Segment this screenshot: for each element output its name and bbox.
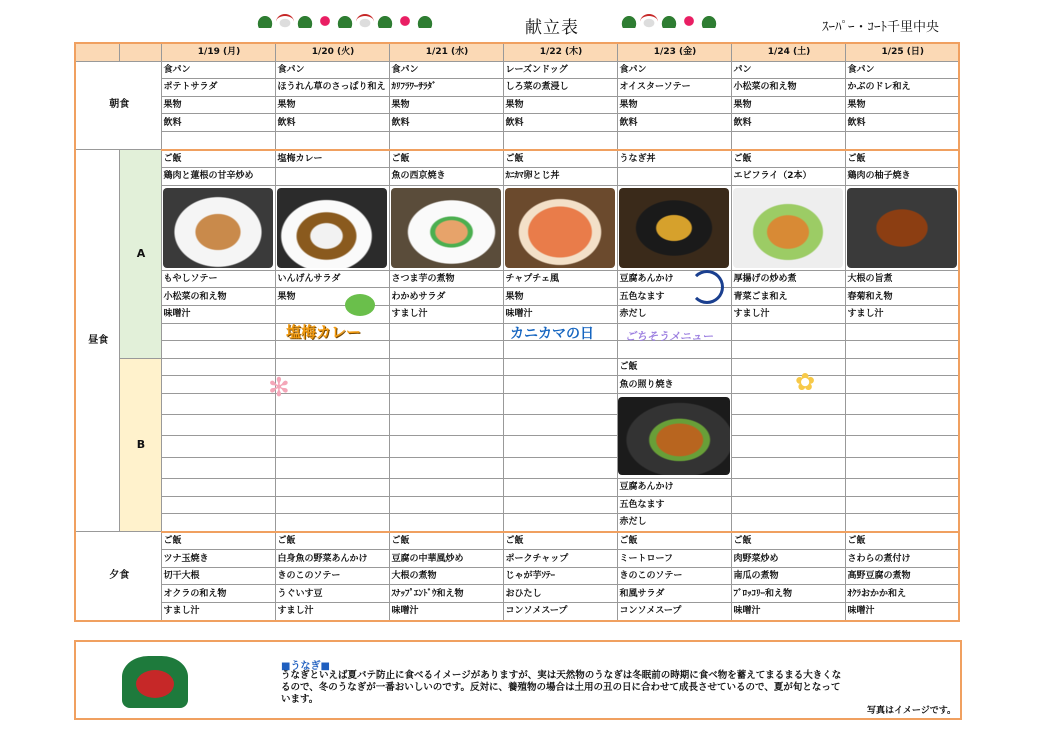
menu-cell: 飲料 bbox=[617, 114, 731, 132]
menu-cell bbox=[845, 376, 959, 394]
plum-icon bbox=[316, 14, 334, 28]
menu-cell: 飲料 bbox=[503, 114, 617, 132]
kanikama-day-label: カニカマの日 bbox=[510, 326, 594, 342]
table-row bbox=[75, 585, 959, 603]
menu-cell: ｵｸﾗおかか和え bbox=[845, 585, 959, 603]
menu-cell bbox=[161, 457, 275, 478]
menu-cell: ご飯 bbox=[617, 358, 731, 376]
menu-cell: オイスターソテー bbox=[617, 79, 731, 97]
table-row bbox=[75, 532, 959, 550]
menu-cell bbox=[389, 376, 503, 394]
menu-cell bbox=[389, 393, 503, 414]
menu-cell: ご飯 bbox=[389, 150, 503, 168]
menu-cell bbox=[161, 358, 275, 376]
pine-icon bbox=[416, 14, 434, 28]
date-header: 1/22 (木) bbox=[503, 43, 617, 61]
menu-cell bbox=[845, 496, 959, 514]
menu-cell: 味噌汁 bbox=[845, 603, 959, 621]
menu-cell: すまし汁 bbox=[161, 603, 275, 621]
menu-cell bbox=[161, 514, 275, 532]
menu-cell: うなぎ丼 bbox=[617, 150, 731, 168]
food-photo bbox=[619, 188, 729, 268]
header-corner bbox=[75, 43, 119, 61]
menu-cell: いんげんサラダ bbox=[275, 270, 389, 288]
menu-cell: ご飯 bbox=[617, 532, 731, 550]
menu-cell: ご飯 bbox=[389, 532, 503, 550]
menu-cell bbox=[389, 131, 503, 149]
table-row bbox=[75, 168, 959, 186]
menu-cell: 果物 bbox=[845, 96, 959, 114]
menu-cell: ご飯 bbox=[503, 532, 617, 550]
menu-cell: 五色なます bbox=[617, 496, 731, 514]
menu-cell bbox=[389, 415, 503, 436]
menu-cell: 小松菜の和え物 bbox=[731, 79, 845, 97]
menu-cell: 果物 bbox=[503, 288, 617, 306]
table-row bbox=[75, 131, 959, 149]
menu-cell: ご飯 bbox=[731, 532, 845, 550]
menu-cell: 食パン bbox=[275, 61, 389, 79]
menu-cell bbox=[731, 376, 845, 394]
page-title: 献立表 bbox=[525, 18, 579, 38]
menu-cell: 食パン bbox=[617, 61, 731, 79]
menu-cell: 果物 bbox=[731, 96, 845, 114]
menu-cell: ご飯 bbox=[731, 150, 845, 168]
menu-cell bbox=[503, 478, 617, 496]
menu-cell: 飲料 bbox=[389, 114, 503, 132]
crane-icon bbox=[276, 14, 294, 30]
menu-cell bbox=[161, 415, 275, 436]
menu-cell: 飲料 bbox=[731, 114, 845, 132]
menu-cell bbox=[731, 496, 845, 514]
menu-cell bbox=[845, 457, 959, 478]
pine-icon bbox=[336, 14, 354, 28]
menu-cell bbox=[275, 457, 389, 478]
table-row bbox=[75, 358, 959, 376]
menu-cell: エビフライ（2本） bbox=[731, 168, 845, 186]
lunch-b-label: B bbox=[119, 358, 161, 531]
menu-cell: パン bbox=[731, 61, 845, 79]
table-row bbox=[75, 603, 959, 621]
menu-cell: 肉野菜炒め bbox=[731, 550, 845, 568]
menu-cell: レーズンドッグ bbox=[503, 61, 617, 79]
pine-icon bbox=[376, 14, 394, 28]
food-photo bbox=[277, 188, 387, 268]
menu-cell bbox=[275, 341, 389, 359]
table-row bbox=[75, 79, 959, 97]
menu-cell bbox=[161, 323, 275, 341]
title-decoration-right bbox=[620, 14, 718, 30]
menu-cell bbox=[731, 478, 845, 496]
menu-cell: ご飯 bbox=[161, 150, 275, 168]
menu-cell: 味噌汁 bbox=[389, 603, 503, 621]
menu-cell bbox=[389, 457, 503, 478]
menu-cell bbox=[275, 415, 389, 436]
breakfast-label: 朝食 bbox=[75, 61, 161, 149]
table-row bbox=[75, 114, 959, 132]
menu-cell bbox=[503, 457, 617, 478]
menu-cell: ﾌﾞﾛｯｺﾘｰ和え物 bbox=[731, 585, 845, 603]
menu-cell: 果物 bbox=[275, 96, 389, 114]
menu-cell bbox=[617, 131, 731, 149]
photo-caption: 写真はイメージです。 bbox=[866, 706, 956, 716]
menu-cell: しろ菜の煮浸し bbox=[503, 79, 617, 97]
food-photo-cell bbox=[161, 185, 275, 270]
menu-cell bbox=[161, 131, 275, 149]
menu-cell bbox=[845, 131, 959, 149]
menu-cell: 切干大根 bbox=[161, 567, 275, 585]
menu-cell: 味噌汁 bbox=[503, 305, 617, 323]
food-photo-cell bbox=[617, 393, 731, 478]
title-decoration-left bbox=[256, 14, 434, 30]
menu-cell bbox=[503, 376, 617, 394]
menu-cell bbox=[845, 323, 959, 341]
food-photo bbox=[733, 188, 843, 268]
menu-cell: 白身魚の野菜あんかけ bbox=[275, 550, 389, 568]
menu-cell bbox=[161, 376, 275, 394]
food-photo bbox=[163, 188, 273, 268]
menu-cell bbox=[161, 478, 275, 496]
date-header: 1/23 (金) bbox=[617, 43, 731, 61]
menu-cell: ご飯 bbox=[161, 532, 275, 550]
food-photo bbox=[391, 188, 501, 268]
food-photo-cell bbox=[731, 185, 845, 270]
dinner-label: 夕食 bbox=[75, 532, 161, 621]
menu-cell bbox=[275, 358, 389, 376]
menu-cell: コンソメスープ bbox=[617, 603, 731, 621]
menu-cell bbox=[731, 323, 845, 341]
menu-cell: わかめサラダ bbox=[389, 288, 503, 306]
table-row bbox=[75, 567, 959, 585]
table-row bbox=[75, 514, 959, 532]
menu-cell: ポテトサラダ bbox=[161, 79, 275, 97]
menu-cell bbox=[617, 168, 731, 186]
info-body: うなぎといえば夏バテ防止に食べるイメージがありますが、実は天然物のうなぎは冬眠前の時期に食べ物を蓄えてまるまる大きくなるので、冬のうなぎが一番おいしいのです。反対に、養殖物の場合は土用の丑の日に合わせて成長させているので、夏が旬となっています。 bbox=[281, 670, 842, 705]
menu-cell: 和風サラダ bbox=[617, 585, 731, 603]
table-row bbox=[75, 393, 959, 414]
shio-curry-label: 塩梅カレー bbox=[286, 323, 362, 341]
menu-cell bbox=[845, 514, 959, 532]
menu-cell: 果物 bbox=[161, 96, 275, 114]
table-row bbox=[75, 150, 959, 168]
menu-cell: ご飯 bbox=[845, 150, 959, 168]
menu-cell bbox=[161, 436, 275, 457]
menu-cell: ご飯 bbox=[503, 150, 617, 168]
menu-cell bbox=[731, 415, 845, 436]
table-row bbox=[75, 496, 959, 514]
menu-cell bbox=[389, 478, 503, 496]
pine-icon bbox=[256, 14, 274, 28]
menu-cell: 青菜ごま和え bbox=[731, 288, 845, 306]
menu-cell: 食パン bbox=[161, 61, 275, 79]
table-row bbox=[75, 478, 959, 496]
flower-decoration-icon: ✻ bbox=[268, 373, 290, 403]
pine-icon bbox=[660, 14, 678, 28]
menu-cell: 魚の照り焼き bbox=[617, 376, 731, 394]
menu-cell bbox=[731, 341, 845, 359]
menu-cell bbox=[275, 131, 389, 149]
menu-cell bbox=[389, 496, 503, 514]
table-row bbox=[75, 457, 959, 478]
table-row bbox=[75, 305, 959, 323]
menu-cell: うぐいす豆 bbox=[275, 585, 389, 603]
menu-cell: さつま芋の煮物 bbox=[389, 270, 503, 288]
menu-cell: 飲料 bbox=[161, 114, 275, 132]
menu-cell: きのこのソテー bbox=[617, 567, 731, 585]
info-title: ■うなぎ■ bbox=[281, 661, 330, 672]
menu-cell bbox=[503, 436, 617, 457]
menu-cell bbox=[503, 131, 617, 149]
menu-cell: ｽﾅｯﾌﾟｴﾝﾄﾞｳ和え物 bbox=[389, 585, 503, 603]
menu-cell bbox=[503, 496, 617, 514]
menu-cell: 飲料 bbox=[275, 114, 389, 132]
menu-cell bbox=[389, 514, 503, 532]
pine-icon bbox=[620, 14, 638, 28]
menu-cell: すまし汁 bbox=[275, 603, 389, 621]
plum-icon bbox=[680, 14, 698, 28]
menu-cell: 厚揚げの炒め煮 bbox=[731, 270, 845, 288]
menu-cell: 高野豆腐の煮物 bbox=[845, 567, 959, 585]
menu-cell: おひたし bbox=[503, 585, 617, 603]
menu-cell: コンソメスープ bbox=[503, 603, 617, 621]
mascot-face-icon bbox=[345, 294, 375, 316]
menu-cell bbox=[275, 514, 389, 532]
menu-cell bbox=[161, 393, 275, 414]
menu-cell bbox=[845, 341, 959, 359]
menu-cell: 果物 bbox=[617, 96, 731, 114]
menu-cell bbox=[503, 341, 617, 359]
menu-cell: ほうれん草のさっぱり和え bbox=[275, 79, 389, 97]
food-photo bbox=[847, 188, 957, 268]
menu-cell: じゃが芋ｿﾃｰ bbox=[503, 567, 617, 585]
header-corner bbox=[119, 43, 161, 61]
menu-cell bbox=[161, 341, 275, 359]
menu-cell: 豆腐あんかけ bbox=[617, 478, 731, 496]
menu-cell bbox=[389, 436, 503, 457]
menu-cell bbox=[275, 376, 389, 394]
menu-cell bbox=[275, 393, 389, 414]
table-row bbox=[75, 43, 959, 61]
menu-cell bbox=[503, 514, 617, 532]
menu-cell bbox=[503, 358, 617, 376]
food-photo-cell bbox=[845, 185, 959, 270]
info-box bbox=[74, 640, 962, 720]
menu-cell: ご飯 bbox=[275, 532, 389, 550]
menu-cell bbox=[845, 393, 959, 414]
menu-cell: 赤だし bbox=[617, 514, 731, 532]
table-row bbox=[75, 436, 959, 457]
menu-cell bbox=[161, 496, 275, 514]
menu-cell bbox=[731, 131, 845, 149]
date-header: 1/24 (土) bbox=[731, 43, 845, 61]
menu-cell: ｶﾆｶﾏ卵とじ丼 bbox=[503, 168, 617, 186]
menu-cell bbox=[845, 415, 959, 436]
table-row bbox=[75, 376, 959, 394]
menu-cell bbox=[389, 323, 503, 341]
menu-cell: すまし汁 bbox=[731, 305, 845, 323]
menu-cell bbox=[731, 436, 845, 457]
menu-cell: もやしソテー bbox=[161, 270, 275, 288]
date-header: 1/20 (火) bbox=[275, 43, 389, 61]
menu-cell: チャプチェ風 bbox=[503, 270, 617, 288]
menu-cell: 鶏肉の柚子焼き bbox=[845, 168, 959, 186]
menu-cell bbox=[275, 478, 389, 496]
menu-cell bbox=[731, 358, 845, 376]
menu-cell bbox=[275, 436, 389, 457]
menu-cell: ツナ玉焼き bbox=[161, 550, 275, 568]
table-row bbox=[75, 550, 959, 568]
food-photo-cell bbox=[503, 185, 617, 270]
crane-icon bbox=[640, 14, 658, 30]
menu-cell bbox=[389, 341, 503, 359]
menu-cell: 味噌汁 bbox=[161, 305, 275, 323]
menu-cell: 大根の旨煮 bbox=[845, 270, 959, 288]
lunch-a-label: A bbox=[119, 150, 161, 359]
menu-cell: 鶏肉と蓮根の甘辛炒め bbox=[161, 168, 275, 186]
menu-cell bbox=[845, 478, 959, 496]
flower-decoration-icon: ✿ bbox=[795, 368, 816, 396]
menu-cell: 魚の西京焼き bbox=[389, 168, 503, 186]
menu-cell: ミートローフ bbox=[617, 550, 731, 568]
food-photo bbox=[505, 188, 615, 268]
food-photo-cell bbox=[389, 185, 503, 270]
pine-icon bbox=[296, 14, 314, 28]
lunch-label: 昼食 bbox=[75, 150, 119, 532]
menu-cell: 豆腐あんかけ bbox=[617, 270, 731, 288]
menu-cell: 赤だし bbox=[617, 305, 731, 323]
menu-cell: 塩梅カレー bbox=[275, 150, 389, 168]
table-row bbox=[75, 185, 959, 270]
menu-cell: 豆腐の中華風炒め bbox=[389, 550, 503, 568]
menu-cell: 小松菜の和え物 bbox=[161, 288, 275, 306]
menu-cell: ｶﾘﾌﾗﾜｰｻﾗﾀﾞ bbox=[389, 79, 503, 97]
menu-cell: 果物 bbox=[389, 96, 503, 114]
menu-cell: さわらの煮付け bbox=[845, 550, 959, 568]
menu-cell: オクラの和え物 bbox=[161, 585, 275, 603]
date-header: 1/21 (水) bbox=[389, 43, 503, 61]
mascot-illustration bbox=[122, 656, 188, 708]
table-row bbox=[75, 288, 959, 306]
menu-cell bbox=[731, 393, 845, 414]
swirl-icon bbox=[690, 270, 724, 304]
table-row bbox=[75, 96, 959, 114]
menu-cell: 食パン bbox=[845, 61, 959, 79]
menu-cell bbox=[503, 393, 617, 414]
menu-cell: 飲料 bbox=[845, 114, 959, 132]
special-menu-label: ごちそうメニュー bbox=[625, 330, 713, 343]
crane-icon bbox=[356, 14, 374, 30]
menu-cell: すまし汁 bbox=[845, 305, 959, 323]
menu-cell bbox=[503, 415, 617, 436]
menu-cell: 味噌汁 bbox=[731, 603, 845, 621]
menu-cell: かぶのドレ和え bbox=[845, 79, 959, 97]
date-header: 1/25 (日) bbox=[845, 43, 959, 61]
menu-cell bbox=[389, 358, 503, 376]
menu-cell: すまし汁 bbox=[389, 305, 503, 323]
plum-icon bbox=[396, 14, 414, 28]
menu-cell: きのこのソテー bbox=[275, 567, 389, 585]
menu-cell bbox=[845, 436, 959, 457]
menu-cell: 食パン bbox=[389, 61, 503, 79]
menu-cell bbox=[845, 358, 959, 376]
date-header: 1/19 (月) bbox=[161, 43, 275, 61]
menu-cell: 大根の煮物 bbox=[389, 567, 503, 585]
store-name: ｽｰﾊﾟｰ・ｺｰﾄ千里中央 bbox=[822, 20, 940, 35]
menu-cell: 果物 bbox=[275, 288, 389, 306]
menu-cell: ご飯 bbox=[845, 532, 959, 550]
menu-cell bbox=[275, 496, 389, 514]
menu-cell bbox=[731, 514, 845, 532]
menu-cell: 果物 bbox=[503, 96, 617, 114]
menu-cell: 南瓜の煮物 bbox=[731, 567, 845, 585]
menu-cell bbox=[275, 168, 389, 186]
table-row bbox=[75, 61, 959, 79]
menu-cell: ポークチャップ bbox=[503, 550, 617, 568]
menu-cell: 春菊和え物 bbox=[845, 288, 959, 306]
menu-cell: 五色なます bbox=[617, 288, 731, 306]
food-photo-cell bbox=[275, 185, 389, 270]
table-row bbox=[75, 270, 959, 288]
food-photo-cell bbox=[617, 185, 731, 270]
food-photo bbox=[618, 397, 730, 475]
menu-cell bbox=[731, 457, 845, 478]
pine-icon bbox=[700, 14, 718, 28]
table-row bbox=[75, 341, 959, 359]
table-row bbox=[75, 415, 959, 436]
